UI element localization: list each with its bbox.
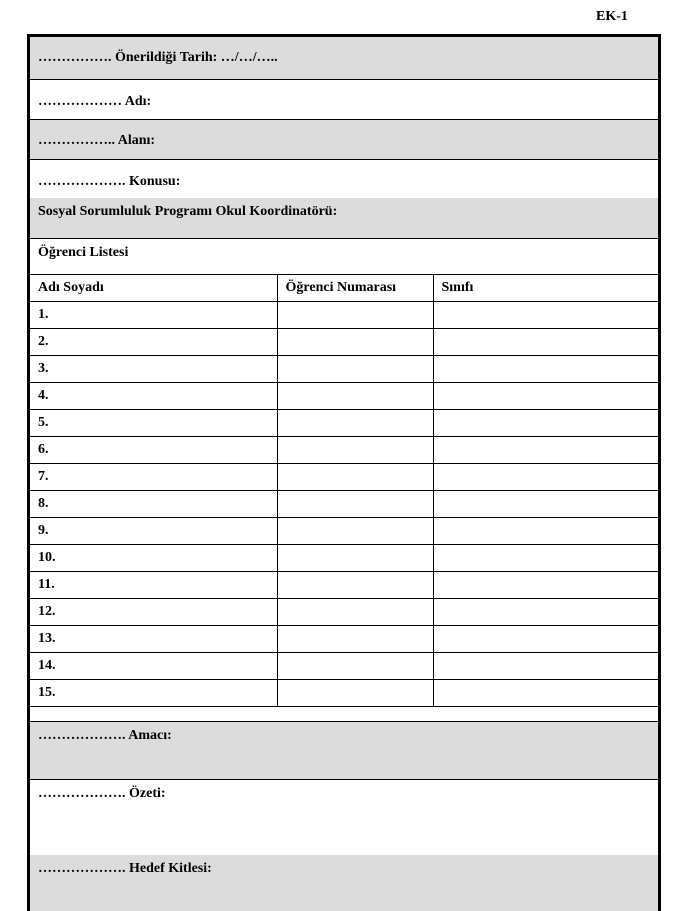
row-number: 5. — [30, 410, 277, 437]
class-cell — [433, 545, 658, 572]
class-cell — [433, 383, 658, 410]
table-row — [30, 545, 658, 572]
target-audience-label: ………………. Hedef Kitlesi: — [38, 861, 212, 876]
purpose-row — [30, 721, 658, 779]
class-cell — [433, 680, 658, 707]
student-number-cell — [277, 383, 433, 410]
table-header-row — [30, 275, 658, 302]
row-number: 11. — [30, 572, 277, 599]
class-cell — [433, 599, 658, 626]
table-row — [30, 653, 658, 680]
row-number: 2. — [30, 329, 277, 356]
table-row — [30, 599, 658, 626]
purpose-label: ………………. Amacı: — [38, 728, 172, 743]
student-number-cell — [277, 518, 433, 545]
summary-row — [30, 779, 658, 855]
student-number-cell — [277, 329, 433, 356]
student-list-label: Öğrenci Listesi — [38, 245, 129, 260]
class-cell — [433, 329, 658, 356]
table-row — [30, 302, 658, 329]
table-row — [30, 356, 658, 383]
table-row — [30, 680, 658, 707]
header-name-surname: Adı Soyadı — [30, 275, 277, 302]
row-number: 15. — [30, 680, 277, 707]
student-number-cell — [277, 302, 433, 329]
row-number: 3. — [30, 356, 277, 383]
row-number: 9. — [30, 518, 277, 545]
name-row — [30, 79, 658, 119]
project-proposal-form — [27, 34, 661, 911]
field-row — [30, 119, 658, 159]
topic-label: ………………. Konusu: — [38, 174, 181, 189]
proposed-date-label: ……………. Önerildiği Tarih: …/…/….. — [38, 50, 278, 65]
class-cell — [433, 410, 658, 437]
topic-row — [30, 159, 658, 198]
coordinator-label: Sosyal Sorumluluk Programı Okul Koordinatörü: — [38, 204, 338, 219]
class-cell — [433, 626, 658, 653]
student-number-cell — [277, 572, 433, 599]
student-number-cell — [277, 653, 433, 680]
row-number: 7. — [30, 464, 277, 491]
proposed-date-row — [30, 37, 658, 79]
table-row — [30, 383, 658, 410]
table-row — [30, 437, 658, 464]
coordinator-row — [30, 198, 658, 238]
field-label: …………….. Alanı: — [38, 133, 156, 148]
table-row — [30, 572, 658, 599]
name-label: ……………… Adı: — [38, 94, 152, 109]
student-list-row — [30, 238, 658, 274]
student-number-cell — [277, 680, 433, 707]
row-number: 14. — [30, 653, 277, 680]
class-cell — [433, 302, 658, 329]
student-number-cell — [277, 437, 433, 464]
table-row — [30, 626, 658, 653]
class-cell — [433, 356, 658, 383]
document-code: EK-1 — [596, 9, 628, 24]
class-cell — [433, 572, 658, 599]
summary-label: ………………. Özeti: — [38, 786, 166, 801]
table-row — [30, 518, 658, 545]
student-number-cell — [277, 491, 433, 518]
table-row — [30, 464, 658, 491]
target-audience-row — [30, 855, 658, 911]
table-row — [30, 491, 658, 518]
table-row — [30, 410, 658, 437]
student-number-cell — [277, 464, 433, 491]
row-number: 1. — [30, 302, 277, 329]
row-number: 4. — [30, 383, 277, 410]
row-number: 13. — [30, 626, 277, 653]
student-number-cell — [277, 410, 433, 437]
class-cell — [433, 491, 658, 518]
row-number: 10. — [30, 545, 277, 572]
class-cell — [433, 653, 658, 680]
table-row — [30, 329, 658, 356]
student-number-cell — [277, 626, 433, 653]
student-number-cell — [277, 356, 433, 383]
row-number: 6. — [30, 437, 277, 464]
header-student-number: Öğrenci Numarası — [277, 275, 433, 302]
class-cell — [433, 437, 658, 464]
row-number: 12. — [30, 599, 277, 626]
class-cell — [433, 518, 658, 545]
header-class: Sınıfı — [433, 275, 658, 302]
student-table — [30, 274, 658, 707]
student-number-cell — [277, 545, 433, 572]
row-number: 8. — [30, 491, 277, 518]
student-number-cell — [277, 599, 433, 626]
class-cell — [433, 464, 658, 491]
